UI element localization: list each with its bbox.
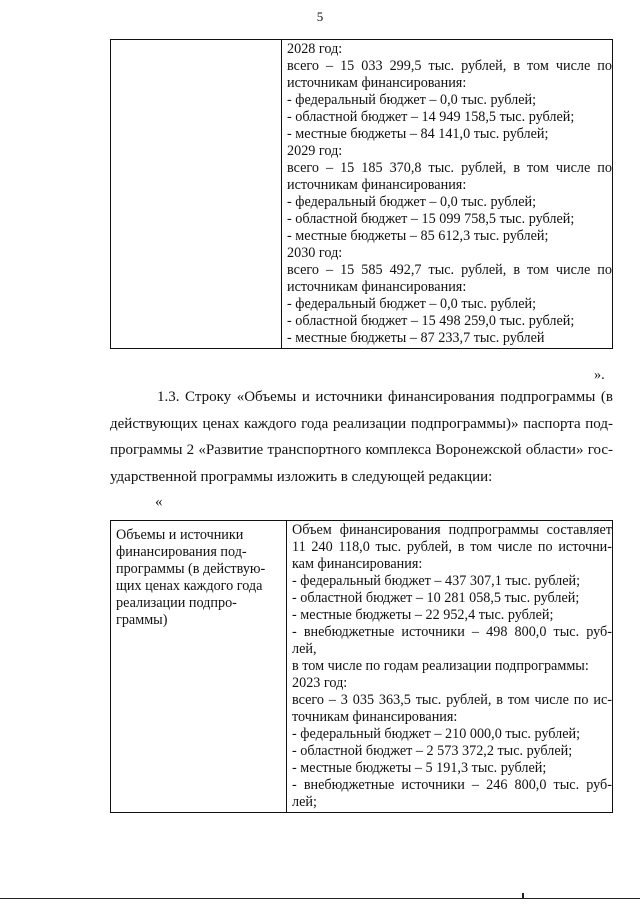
table1-line: 2030 год: [287, 245, 343, 261]
table2-line: в том числе по годам реализации подпрограммы: [292, 658, 589, 674]
table1-line: - местные бюджеты – 84 141,0 тыс. рублей; [287, 126, 549, 142]
table1-line: - областной бюджет – 15 498 259,0 тыс. рублей; [287, 313, 575, 329]
table1-line: - областной бюджет – 15 099 758,5 тыс. рублей; [287, 211, 575, 227]
table1-line: источникам финансирования: [287, 75, 467, 91]
table2-line: - областной бюджет – 2 573 372,2 тыс. рублей; [292, 743, 573, 759]
table2-line: лей; [292, 794, 317, 810]
paragraph-line: ударственной программы изложить в следующей редакции: [110, 468, 493, 485]
table1-line: - федеральный бюджет – 0,0 тыс. рублей; [287, 92, 537, 108]
table2-left-cell [111, 521, 287, 813]
table1-line: всего – 15 185 370,8 тыс. рублей, в том числе по [287, 160, 612, 176]
paragraph-line: программы 2 «Развитие транспортного комплекса Воронежской области» гос- [110, 442, 613, 458]
table1-line: 2028 год: [287, 41, 343, 57]
table2-left-line: финансирования под- [116, 544, 247, 560]
table2-line: 2023 год: [292, 675, 348, 691]
table1-line: - областной бюджет – 14 949 158,5 тыс. рублей; [287, 109, 575, 125]
table1-line: - федеральный бюджет – 0,0 тыс. рублей; [287, 296, 537, 312]
footer-tick [522, 893, 524, 899]
financing-table-continued [110, 39, 613, 349]
opening-quote: « [155, 494, 163, 510]
table2-left-line: реализации подпро- [116, 595, 237, 611]
table2-line: точникам финансирования: [292, 709, 458, 725]
table2-line: лей, [292, 641, 317, 657]
paragraph-line: действующих ценах каждого года реализации подпрограммы)» паспорта под- [110, 415, 613, 432]
amendment-paragraph [110, 384, 613, 490]
table1-line: источникам финансирования: [287, 279, 467, 295]
table1-left-cell [111, 40, 282, 349]
paragraph-line: 1.3. Строку «Объемы и источники финансирования подпрограммы (в [157, 389, 613, 405]
closing-quote: ». [594, 367, 605, 383]
page-number: 5 [316, 9, 324, 24]
table2-left-line: Объемы и источники [116, 527, 244, 543]
table2-line: - федеральный бюджет – 210 000,0 тыс. рублей; [292, 726, 581, 742]
table1-line: - федеральный бюджет – 0,0 тыс. рублей; [287, 194, 537, 210]
table2-line: - федеральный бюджет – 437 307,1 тыс. рублей; [292, 573, 581, 589]
table1-line: всего – 15 033 299,5 тыс. рублей, в том числе по [287, 58, 612, 74]
table2-line: - внебюджетные источники – 498 800,0 тыс. руб- [292, 624, 612, 640]
table2-line: кам финансирования: [292, 556, 423, 572]
footer-rule [0, 898, 640, 899]
financing-table [110, 520, 613, 813]
table1-line: источникам финансирования: [287, 177, 467, 193]
table2-line: 11 240 118,0 тыс. рублей, в том числе по источни- [292, 539, 612, 555]
table1-line: - местные бюджеты – 85 612,3 тыс. рублей; [287, 228, 549, 244]
table2-right-cell [287, 521, 613, 813]
table2-line: всего – 3 035 363,5 тыс. рублей, в том числе по ис- [292, 692, 612, 708]
table2-line: - внебюджетные источники – 246 800,0 тыс. руб- [292, 777, 612, 793]
table1-line: - местные бюджеты – 87 233,7 тыс. рублей [287, 330, 545, 346]
table2-line: Объем финансирования подпрограммы составляет [292, 522, 612, 538]
table2-line: - местные бюджеты – 22 952,4 тыс. рублей; [292, 607, 554, 623]
table2-line: - областной бюджет – 10 281 058,5 тыс. рублей; [292, 590, 580, 606]
table2-left-line: граммы) [116, 612, 168, 628]
table1-line: всего – 15 585 492,7 тыс. рублей, в том числе по [287, 262, 612, 278]
table2-left-line: щих ценах каждого года [116, 578, 263, 594]
table2-left-line: программы (в действую- [116, 561, 266, 577]
table2-line: - местные бюджеты – 5 191,3 тыс. рублей; [292, 760, 547, 776]
table1-right-cell [282, 40, 613, 349]
table1-line: 2029 год: [287, 143, 343, 159]
